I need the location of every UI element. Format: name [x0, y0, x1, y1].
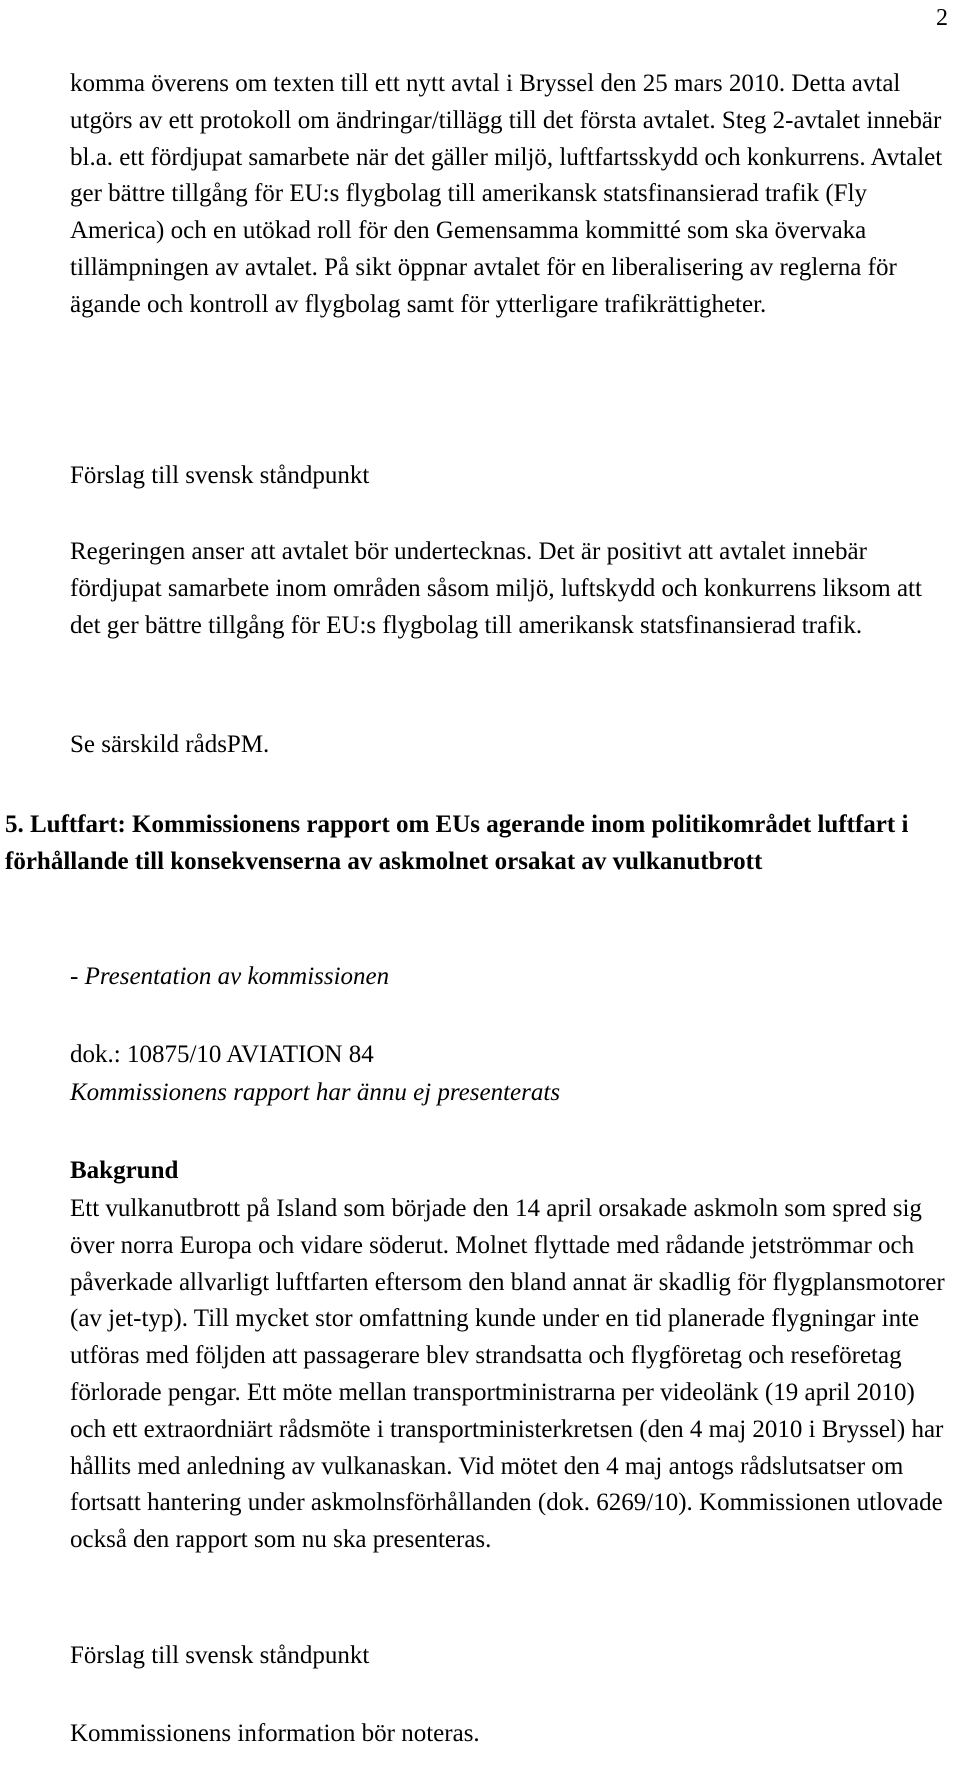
agenda-item-title: 5. Luftfart: Kommissionens rapport om EUs agerande inom politikområdet luftfart i förhållande till konsekvenserna av askmolnet orsakat av vulkanutbrott [5, 811, 909, 875]
background-heading: Bakgrund [70, 1157, 179, 1184]
document-note: Kommissionens rapport har ännu ej presenterats [70, 1079, 561, 1106]
proposal-heading-2: Förslag till svensk ståndpunkt [70, 1642, 370, 1669]
presentation-line: - Presentation av kommissionen [70, 963, 390, 990]
proposal-paragraph: Regeringen anser att avtalet bör undertecknas. Det är positivt att avtalet innebär fördjupat samarbete inom områden såsom miljö, luftskydd och konkurrens liksom att det ger bättre tillgång för EU:s flygbolag till amerikansk statsfinansierad trafik. [70, 538, 922, 639]
intro-paragraph: komma överens om texten till ett nytt avtal i Bryssel den 25 mars 2010. Detta avtal utgörs av ett protokoll om ändringar/tillägg till det första avtalet. Steg 2-avtalet innebär bl.a. ett fördjupat samarbete när det gäller miljö, luftfartsskydd och konkurrens. Avtalet ger bättre tillgång för EU:s flygbolag till amerikansk statsfinansierad trafik (Fly America) och en utökad roll för den Gemensamma kommitté som ska övervaka tillämpningen av avtalet. På sikt öppnar avtalet för en liberalisering av reglerna för ägande och kontroll av flygbolag samt för ytterligare trafikrättigheter. [70, 70, 943, 318]
document-reference: dok.: 10875/10 AVIATION 84 [70, 1041, 374, 1068]
proposal-heading: Förslag till svensk ståndpunkt [70, 462, 370, 489]
council-memo-reference: Se särskild rådsPM. [70, 731, 270, 758]
proposal-paragraph-2: Kommissionens information bör noteras. [70, 1720, 480, 1747]
page-number: 2 [936, 5, 948, 31]
background-paragraph: Ett vulkanutbrott på Island som började den 14 april orsakade askmoln som spred sig över norra Europa och vidare söderut. Molnet flyttade med rådande jetströmmar och påverkade allvarligt luftfarten eftersom den bland annat är skadlig för flygplansmotorer (av jet-typ). Till mycket stor omfattning kunde under en tid planerade flygningar inte utföras med följden att passagerare blev strandsatta och flygföretag och reseföretag förlorade pengar. Ett möte mellan transportministrarna per videolänk (19 april 2010) och ett extraordniärt rådsmöte i transportministerkretsen (den 4 maj 2010 i Bryssel) har hållits med anledning av vulkanaskan. Vid mötet den 4 maj antogs rådslutsatser om fortsatt hantering under askmolnsförhållanden (dok. 6269/10). Kommissionen utlovade också den rapport som nu ska presenteras. [70, 1195, 945, 1554]
